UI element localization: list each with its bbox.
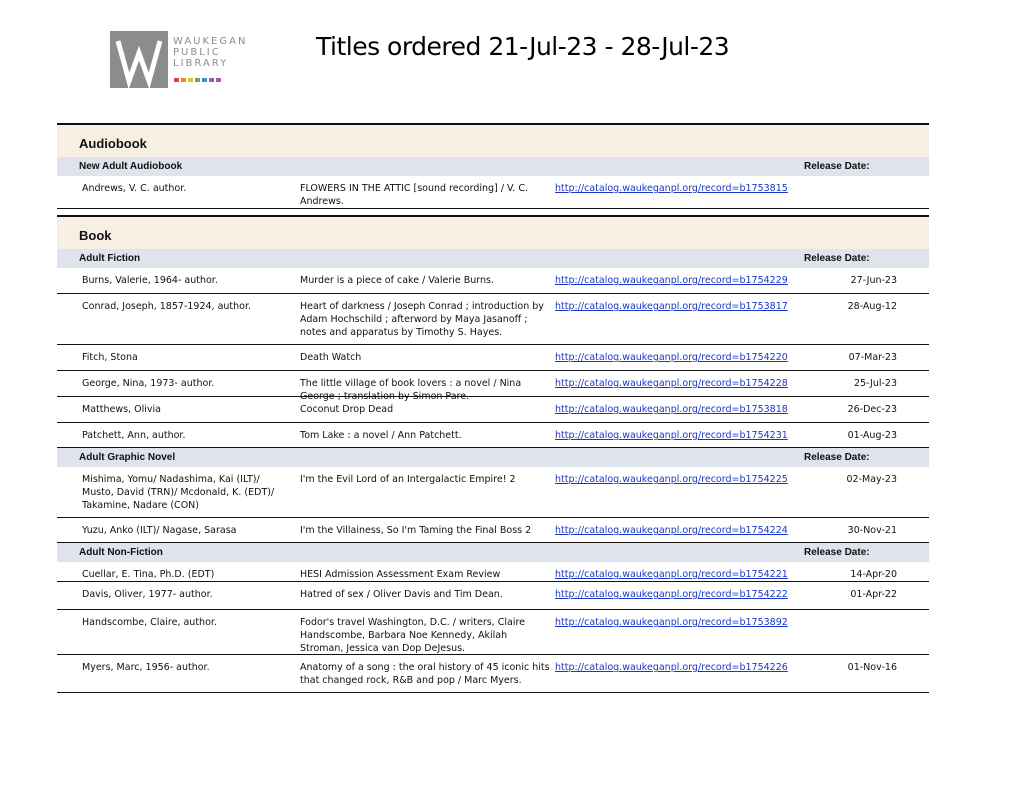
- title-cell: FLOWERS IN THE ATTIC [sound recording] / V. C. Andrews.: [300, 183, 529, 207]
- logo-text: WAUKEGAN PUBLIC LIBRARY: [173, 36, 248, 69]
- author-cell: Mishima, Yomu/ Nadashima, Kai (ILT)/ Musto, David (TRN)/ Mcdonald, K. (EDT)/ Takamine, Nadare (CON): [82, 474, 275, 511]
- catalog-link[interactable]: http://catalog.waukeganpl.org/record=b1754224: [555, 525, 788, 536]
- catalog-link[interactable]: http://catalog.waukeganpl.org/record=b1753815: [555, 183, 788, 194]
- title-cell: I'm the Villainess, So I'm Taming the Final Boss 2: [300, 525, 532, 536]
- section-title: Adult Fiction: [79, 253, 141, 264]
- author-cell: Matthews, Olivia: [82, 404, 161, 415]
- author-cell: Myers, Marc, 1956- author.: [82, 662, 210, 673]
- logo-color-chip: [188, 78, 193, 82]
- author-cell: Cuellar, E. Tina, Ph.D. (EDT): [82, 569, 215, 580]
- section-header: [57, 543, 929, 562]
- catalog-link[interactable]: http://catalog.waukeganpl.org/record=b1753892: [555, 617, 788, 628]
- category-title: Audiobook: [79, 136, 147, 151]
- page-title: Titles ordered 21-Jul-23 - 28-Jul-23: [316, 32, 730, 61]
- title-cell: Anatomy of a song : the oral history of 45 iconic hits that changed rock, R&B and pop / Marc Myers.: [300, 662, 550, 686]
- release-date-cell: 01-Nov-16: [847, 662, 897, 673]
- author-cell: Patchett, Ann, author.: [82, 430, 186, 441]
- category-header: [57, 123, 929, 157]
- author-cell: Handscombe, Claire, author.: [82, 617, 217, 628]
- release-date-cell: 07-Mar-23: [848, 352, 897, 363]
- section-title: New Adult Audiobook: [79, 161, 183, 172]
- title-cell: The little village of book lovers : a novel / Nina George ; translation by Simon Pare.: [300, 378, 522, 402]
- release-date-label: Release Date:: [804, 161, 870, 172]
- title-cell: Heart of darkness / Joseph Conrad ; introduction by Adam Hochschild ; afterword by Maya Jasanoff ; notes and apparatus by Timothy S. Hayes.: [300, 301, 544, 338]
- author-cell: Conrad, Joseph, 1857-1924, author.: [82, 301, 252, 312]
- table-row: [57, 345, 929, 371]
- catalog-link[interactable]: http://catalog.waukeganpl.org/record=b1754231: [555, 430, 788, 441]
- logo-mark: [110, 31, 168, 88]
- release-date-label: Release Date:: [804, 253, 870, 264]
- author-cell: Andrews, V. C. author.: [82, 183, 187, 194]
- table-row: [57, 562, 929, 582]
- catalog-link[interactable]: http://catalog.waukeganpl.org/record=b1754229: [555, 275, 788, 286]
- logo-color-chip: [202, 78, 207, 82]
- table-row: [57, 655, 929, 693]
- release-date-cell: 14-Apr-20: [850, 569, 897, 580]
- catalog-link[interactable]: http://catalog.waukeganpl.org/record=b1753818: [555, 404, 788, 415]
- author-cell: George, Nina, 1973- author.: [82, 378, 215, 389]
- author-cell: Burns, Valerie, 1964- author.: [82, 275, 218, 286]
- table-row: [57, 294, 929, 345]
- logo-color-chip: [216, 78, 221, 82]
- catalog-link[interactable]: http://catalog.waukeganpl.org/record=b1754222: [555, 589, 788, 600]
- library-logo: [110, 31, 260, 91]
- logo-color-strip: [174, 78, 221, 82]
- table-row: [57, 268, 929, 294]
- release-date-cell: 28-Aug-12: [847, 301, 897, 312]
- catalog-link[interactable]: http://catalog.waukeganpl.org/record=b1754220: [555, 352, 788, 363]
- table-row: [57, 467, 929, 518]
- title-cell: Death Watch: [300, 352, 362, 363]
- title-cell: Hatred of sex / Oliver Davis and Tim Dean.: [300, 589, 503, 600]
- release-date-cell: 26-Dec-23: [847, 404, 897, 415]
- title-cell: HESI Admission Assessment Exam Review: [300, 569, 501, 580]
- table-row: [57, 518, 929, 543]
- section-title: Adult Non-Fiction: [79, 547, 163, 558]
- logo-color-chip: [174, 78, 179, 82]
- catalog-link[interactable]: http://catalog.waukeganpl.org/record=b1754228: [555, 378, 788, 389]
- release-date-cell: 30-Nov-21: [847, 525, 897, 536]
- table-row: [57, 610, 929, 655]
- title-cell: Coconut Drop Dead: [300, 404, 394, 415]
- table-row: [57, 176, 929, 209]
- table-row: [57, 371, 929, 402]
- catalog-link[interactable]: http://catalog.waukeganpl.org/record=b1754221: [555, 569, 788, 580]
- table-row: [57, 423, 929, 448]
- title-cell: Tom Lake : a novel / Ann Patchett.: [300, 430, 462, 441]
- category-header: [57, 215, 929, 249]
- title-cell: Murder is a piece of cake / Valerie Burns.: [300, 275, 495, 286]
- release-date-label: Release Date:: [804, 452, 870, 463]
- logo-color-chip: [209, 78, 214, 82]
- release-date-label: Release Date:: [804, 547, 870, 558]
- catalog-link[interactable]: http://catalog.waukeganpl.org/record=b1754226: [555, 662, 788, 673]
- logo-color-chip: [181, 78, 186, 82]
- category-title: Book: [79, 228, 112, 243]
- author-cell: Yuzu, Anko (ILT)/ Nagase, Sarasa: [82, 525, 237, 536]
- author-cell: Davis, Oliver, 1977- author.: [82, 589, 213, 600]
- table-row: [57, 582, 929, 610]
- release-date-cell: 02-May-23: [846, 474, 897, 485]
- catalog-link[interactable]: http://catalog.waukeganpl.org/record=b1753817: [555, 301, 788, 312]
- section-title: Adult Graphic Novel: [79, 452, 176, 463]
- table-row: [57, 397, 929, 423]
- author-cell: Fitch, Stona: [82, 352, 138, 363]
- release-date-cell: 01-Aug-23: [847, 430, 897, 441]
- title-cell: I'm the Evil Lord of an Intergalactic Empire! 2: [300, 474, 516, 485]
- release-date-cell: 27-Jun-23: [850, 275, 897, 286]
- catalog-link[interactable]: http://catalog.waukeganpl.org/record=b1754225: [555, 474, 788, 485]
- section-header: [57, 157, 929, 176]
- release-date-cell: 25-Jul-23: [853, 378, 897, 389]
- titles-report: [57, 123, 929, 693]
- release-date-cell: 01-Apr-22: [850, 589, 897, 600]
- section-header: [57, 448, 929, 467]
- section-header: [57, 249, 929, 268]
- logo-color-chip: [195, 78, 200, 82]
- title-cell: Fodor's travel Washington, D.C. / writers, Claire Handscombe, Barbara Noe Kennedy, Akilah Stroman, Jessica van Dop DeJesus.: [300, 617, 525, 654]
